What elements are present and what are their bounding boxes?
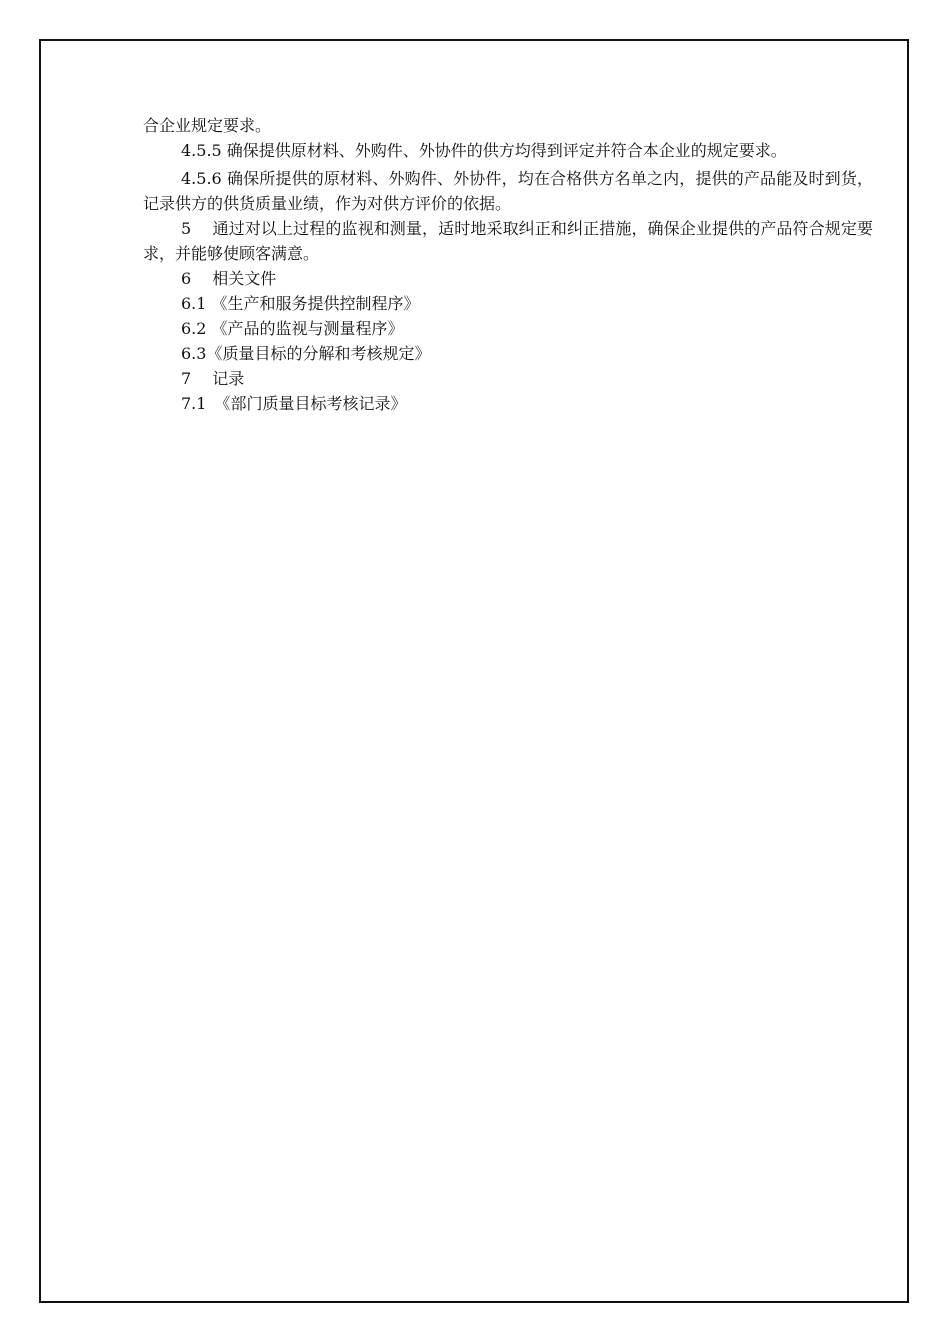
clause-5: 5 通过对以上过程的监视和测量，适时地采取纠正和纠正措施，确保企业提供的产品符合规定要求，并能够使顾客满意。 <box>143 219 873 263</box>
section-6-heading: 6 相关文件 <box>181 269 277 288</box>
clause-6-2: 6.2 《产品的监视与测量程序》 <box>181 319 404 338</box>
clause-4-5-6: 4.5.6 确保所提供的原材料、外购件、外协件，均在合格供方名单之内，提供的产品能及时到货，记录供方的供货质量业绩，作为对供方评价的依据。 <box>143 169 873 213</box>
clause-7-1: 7.1 《部门质量目标考核记录》 <box>181 394 407 413</box>
clause-6-3: 6.3《质量目标的分解和考核规定》 <box>181 344 431 363</box>
clause-6-1: 6.1 《生产和服务提供控制程序》 <box>181 294 420 313</box>
clause-4-5-5: 4.5.5 确保提供原材料、外购件、外协件的供方均得到评定并符合本企业的规定要求。 <box>181 141 787 160</box>
paragraph-continuation: 合企业规定要求。 <box>143 116 272 135</box>
section-7-heading: 7 记录 <box>181 369 245 388</box>
document-body <box>143 113 873 416</box>
